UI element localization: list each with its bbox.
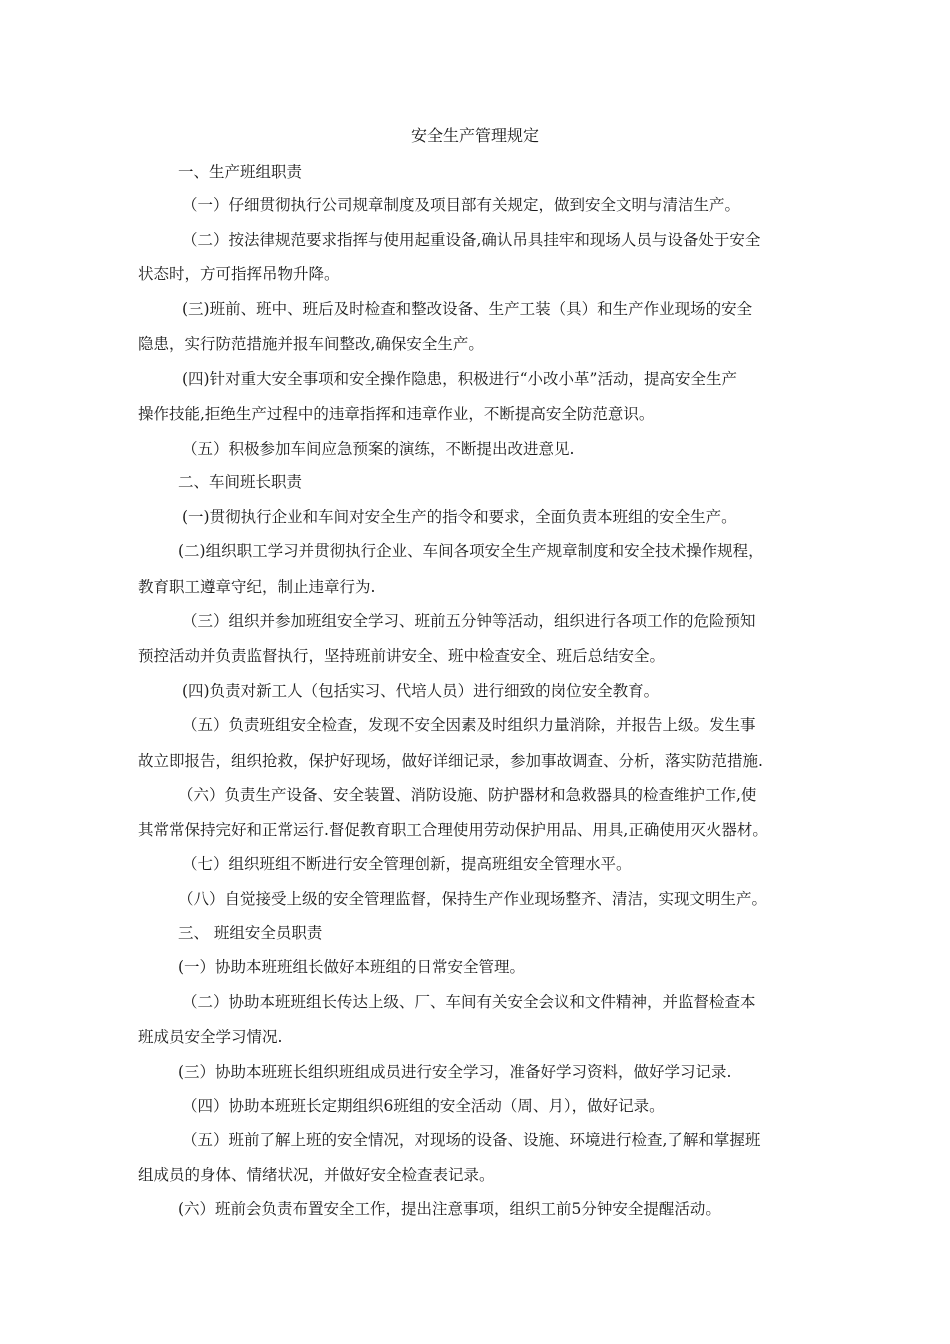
paragraph-line: （五）负责班组安全检查，发现不安全因素及时组织力量消除，并报告上级。发生事 [182, 716, 756, 734]
paragraph-line: (三)班前、班中、班后及时检查和整改设备、生产工装（具）和生产作业现场的安全 [182, 300, 753, 318]
paragraph-line: 组成员的身体、情绪状况，并做好安全检查表记录。 [138, 1166, 495, 1184]
paragraph-line: （二）协助本班班组长传达上级、厂、车间有关安全会议和文件精神，并监督检查本 [182, 993, 756, 1011]
paragraph-line: （二）按法律规范要求指挥与使用起重设备,确认吊具挂牢和现场人员与设备处于安全 [182, 231, 761, 249]
paragraph-line: 班成员安全学习情况. [138, 1028, 283, 1046]
paragraph-line: （四）协助本班班长定期组织6班组的安全活动（周、月），做好记录。 [182, 1097, 665, 1115]
paragraph-line: （五）积极参加车间应急预案的演练，不断提出改进意见. [182, 440, 575, 458]
paragraph-line: 预控活动并负责监督执行，坚持班前讲安全、班中检查安全、班后总结安全。 [138, 647, 666, 665]
paragraph-line: 其常常保持完好和正常运行.督促教育职工合理使用劳动保护用品、用具,正确使用灭火器材。 [138, 821, 768, 839]
paragraph-line: (四)针对重大安全事项和安全操作隐患，积极进行“小改小革”活动，提高安全生产 [182, 370, 737, 388]
paragraph-line: (四)负责对新工人（包括实习、代培人员）进行细致的岗位安全教育。 [182, 682, 660, 700]
paragraph-line: (一)贯彻执行企业和车间对安全生产的指令和要求，全面负责本班组的安全生产。 [182, 508, 737, 526]
paragraph-line: （三）组织并参加班组安全学习、班前五分钟等活动，组织进行各项工作的危险预知 [182, 612, 756, 630]
section-heading: 三、 班组安全员职责 [178, 924, 323, 942]
paragraph-line: （七）组织班组不断进行安全管理创新，提高班组安全管理水平。 [182, 855, 632, 873]
paragraph-line: （五）班前了解上班的安全情况，对现场的设备、设施、环境进行检查,了解和掌握班 [182, 1131, 761, 1149]
paragraph-line: (三）协助本班班长组织班组成员进行安全学习，准备好学习资料，做好学习记录. [178, 1063, 732, 1081]
paragraph-line: （一）仔细贯彻执行公司规章制度及项目部有关规定，做到安全文明与清洁生产。 [182, 196, 741, 214]
section-heading: 一、生产班组职责 [178, 163, 303, 181]
paragraph-line: （六）负责生产设备、安全装置、消防设施、防护器材和急救器具的检查维护工作,使 [178, 786, 757, 804]
paragraph-line: 故立即报告，组织抢救，保护好现场，做好详细记录，参加事故调查、分析，落实防范措施. [138, 752, 763, 770]
paragraph-line: (一）协助本班班组长做好本班组的日常安全管理。 [178, 958, 526, 976]
paragraph-line: 隐患，实行防范措施并报车间整改,确保安全生产。 [138, 335, 484, 353]
paragraph-line: 教育职工遵章守纪，制止违章行为. [138, 578, 376, 596]
paragraph-line: 操作技能,拒绝生产过程中的违章指挥和违章作业，不断提高安全防范意识。 [138, 405, 655, 423]
paragraph-line: （八）自觉接受上级的安全管理监督，保持生产作业现场整齐、清洁，实现文明生产。 [178, 890, 768, 908]
section-heading: 二、车间班长职责 [178, 473, 303, 491]
paragraph-line: 状态时，方可指挥吊物升降。 [138, 265, 340, 283]
document-title: 安全生产管理规定 [410, 126, 539, 145]
paragraph-line: (二)组织职工学习并贯彻执行企业、车间各项安全生产规章制度和安全技术操作规程， [178, 542, 764, 560]
paragraph-line: (六）班前会负责布置安全工作，提出注意事项，组织工前5分钟安全提醒活动。 [178, 1200, 721, 1218]
